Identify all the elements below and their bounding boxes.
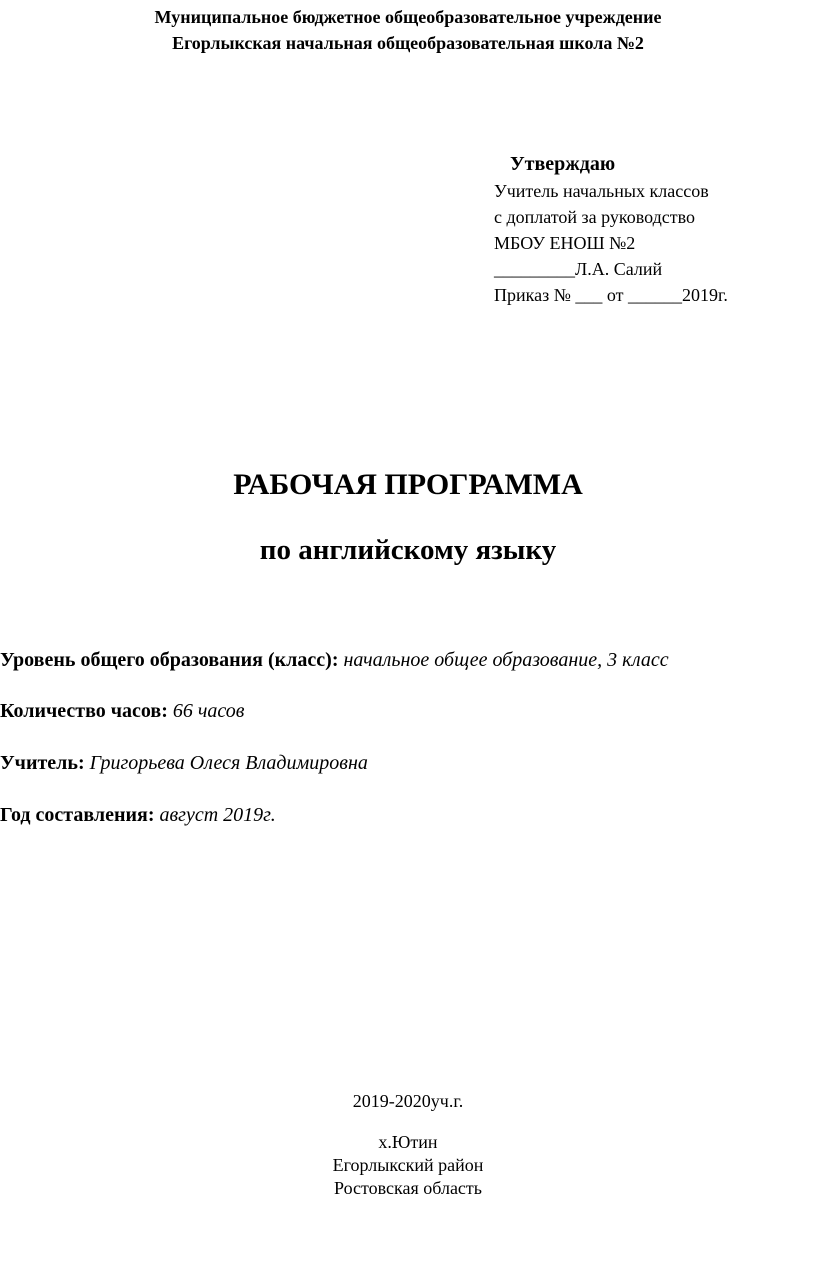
teacher-label: Учитель: — [0, 752, 85, 774]
education-level-value: начальное общее образование, 3 класс — [343, 649, 669, 671]
approval-title: Утверждаю — [510, 153, 616, 175]
location-region: Ростовская область — [334, 1178, 482, 1198]
field-teacher — [0, 750, 800, 777]
approval-line-school: МБОУ ЕНОШ №2 — [494, 233, 636, 253]
teacher-value: Григорьева Олеся Владимировна — [89, 752, 368, 774]
document-title: РАБОЧАЯ ПРОГРАММА — [233, 468, 583, 501]
hours-label: Количество часов: — [0, 700, 168, 722]
location-block — [0, 1131, 816, 1200]
location-district: Егорлыкский район — [332, 1155, 484, 1175]
hours-value: 66 часов — [172, 700, 245, 722]
institution-header — [0, 4, 816, 56]
program-fields — [0, 647, 800, 829]
field-hours — [0, 698, 800, 725]
approval-line-order: Приказ № ___ от ______2019г. — [494, 285, 728, 305]
compilation-year-value: август 2019г. — [159, 804, 276, 826]
institution-name-line2: Егорлыкская начальная общеобразовательная школа №2 — [172, 33, 644, 53]
institution-name-line1: Муниципальное бюджетное общеобразовательное учреждение — [154, 7, 662, 27]
education-level-label: Уровень общего образования (класс): — [0, 649, 339, 671]
field-compilation-year — [0, 802, 800, 829]
approval-line-signature: _________Л.А. Салий — [494, 259, 663, 279]
location-village: х.Ютин — [378, 1132, 438, 1152]
document-subtitle: по английскому языку — [259, 534, 557, 566]
approval-line-role: с доплатой за руководство — [494, 207, 695, 227]
field-education-level — [0, 647, 800, 674]
approval-block — [494, 150, 728, 308]
approval-line-position: Учитель начальных классов — [494, 181, 709, 201]
school-year: 2019-2020уч.г. — [352, 1091, 464, 1111]
compilation-year-label: Год составления: — [0, 804, 155, 826]
